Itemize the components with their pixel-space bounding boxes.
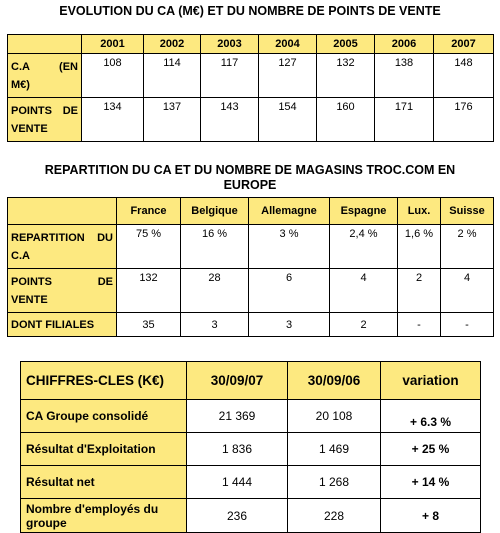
table-row	[8, 269, 494, 313]
table-cell: 2,4 %	[330, 225, 398, 269]
row-label-repartition-ca	[8, 225, 117, 269]
table2-title-line2: EUROPE	[223, 178, 277, 192]
chiffres-cles-table	[20, 361, 481, 533]
row-label-ca	[8, 54, 82, 98]
label-part: groupe	[26, 515, 67, 530]
table-cell: 3	[249, 313, 330, 337]
table-row	[21, 400, 481, 433]
table-cell: 127	[259, 54, 317, 98]
table-cell: 3 %	[249, 225, 330, 269]
variation-header: variation	[381, 362, 481, 400]
table-cell: 35	[117, 313, 181, 337]
row-label-dont-filiales: DONT FILIALES	[8, 313, 117, 337]
table-cell: 132	[317, 54, 375, 98]
label-part: POINTS	[11, 275, 52, 288]
label-part: (EN	[59, 60, 78, 73]
table-cell: 20 108	[288, 400, 381, 433]
table-row	[8, 225, 494, 269]
table-cell: 171	[375, 98, 434, 142]
table-cell: 1,6 %	[398, 225, 441, 269]
table-cell: 137	[144, 98, 201, 142]
label-part: VENTE	[11, 122, 48, 135]
table-cell: 236	[187, 499, 288, 533]
table-cell: 21 369	[187, 400, 288, 433]
table-cell: 1 268	[288, 466, 381, 499]
label-part: C.A	[11, 249, 30, 262]
date-header: 30/09/07	[187, 362, 288, 400]
variation-cell: + 25 %	[381, 433, 481, 466]
table1-header-row	[8, 35, 494, 54]
row-label-points-de-vente	[8, 269, 117, 313]
table-cell: 108	[82, 54, 144, 98]
label-part: DU	[97, 231, 113, 244]
table-cell: 148	[434, 54, 494, 98]
table-cell: 1 836	[187, 433, 288, 466]
table2-corner-cell	[8, 198, 117, 225]
country-header: Belgique	[181, 198, 249, 225]
label-part: C.A	[11, 60, 30, 73]
table-cell: 160	[317, 98, 375, 142]
row-label-ca-groupe: CA Groupe consolidé	[21, 400, 187, 433]
table-row	[21, 433, 481, 466]
table-row	[8, 313, 494, 337]
table-cell: 138	[375, 54, 434, 98]
table-cell: 16 %	[181, 225, 249, 269]
year-header: 2007	[434, 35, 494, 54]
year-header: 2005	[317, 35, 375, 54]
table-cell: 2	[398, 269, 441, 313]
variation-cell: + 6.3 %	[381, 400, 481, 433]
label-part: VENTE	[11, 293, 48, 306]
table-row	[8, 98, 494, 142]
table-cell: 132	[117, 269, 181, 313]
table-cell: -	[441, 313, 494, 337]
table-cell: 154	[259, 98, 317, 142]
table-cell: 75 %	[117, 225, 181, 269]
table-row	[21, 466, 481, 499]
label-part: POINTS	[11, 104, 52, 117]
year-header: 2004	[259, 35, 317, 54]
table-cell: 2 %	[441, 225, 494, 269]
row-label-resultat-net: Résultat net	[21, 466, 187, 499]
variation-cell: + 8	[381, 499, 481, 533]
label-part: DE	[97, 275, 113, 288]
table3-header-row	[21, 362, 481, 400]
table-row	[8, 54, 494, 98]
table-cell: 176	[434, 98, 494, 142]
table-cell: 1 469	[288, 433, 381, 466]
country-header: Lux.	[398, 198, 441, 225]
table-cell: 134	[82, 98, 144, 142]
date-header: 30/09/06	[288, 362, 381, 400]
row-label-nombre-employes	[21, 499, 187, 533]
year-header: 2001	[82, 35, 144, 54]
country-header: Allemagne	[249, 198, 330, 225]
label-part: Nombre d'employés du	[26, 501, 159, 516]
year-header: 2006	[375, 35, 434, 54]
repartition-table	[7, 197, 494, 337]
table-cell: 28	[181, 269, 249, 313]
table1-title: EVOLUTION DU CA (M€) ET DU NOMBRE DE POINTS DE VENTE	[59, 4, 441, 18]
table2-header-row	[8, 198, 494, 225]
evolution-table	[7, 34, 494, 142]
table-cell: 1 444	[187, 466, 288, 499]
table-row	[21, 499, 481, 533]
table2-title	[0, 163, 500, 193]
country-header: Espagne	[330, 198, 398, 225]
table-cell: 117	[201, 54, 259, 98]
year-header: 2002	[144, 35, 201, 54]
table-cell: 4	[330, 269, 398, 313]
table-cell: 2	[330, 313, 398, 337]
table-cell: 4	[441, 269, 494, 313]
row-label-resultat-exploitation: Résultat d'Exploitation	[21, 433, 187, 466]
label-part: REPARTITION	[11, 231, 85, 244]
table-cell: 143	[201, 98, 259, 142]
table-cell: 228	[288, 499, 381, 533]
table-cell: -	[398, 313, 441, 337]
table-cell: 114	[144, 54, 201, 98]
table2-title-line1: REPARTITION DU CA ET DU NOMBRE DE MAGASINS TROC.COM EN	[44, 163, 456, 177]
label-part: DE	[62, 104, 78, 117]
year-header: 2003	[201, 35, 259, 54]
label-part: M€)	[11, 78, 30, 91]
table-cell: 6	[249, 269, 330, 313]
country-header: France	[117, 198, 181, 225]
variation-cell: + 14 %	[381, 466, 481, 499]
table-cell: 3	[181, 313, 249, 337]
table3-header-label: CHIFFRES-CLES (K€)	[21, 362, 187, 400]
row-label-points-de-vente	[8, 98, 82, 142]
table1-corner-cell	[8, 35, 82, 54]
country-header: Suisse	[441, 198, 494, 225]
